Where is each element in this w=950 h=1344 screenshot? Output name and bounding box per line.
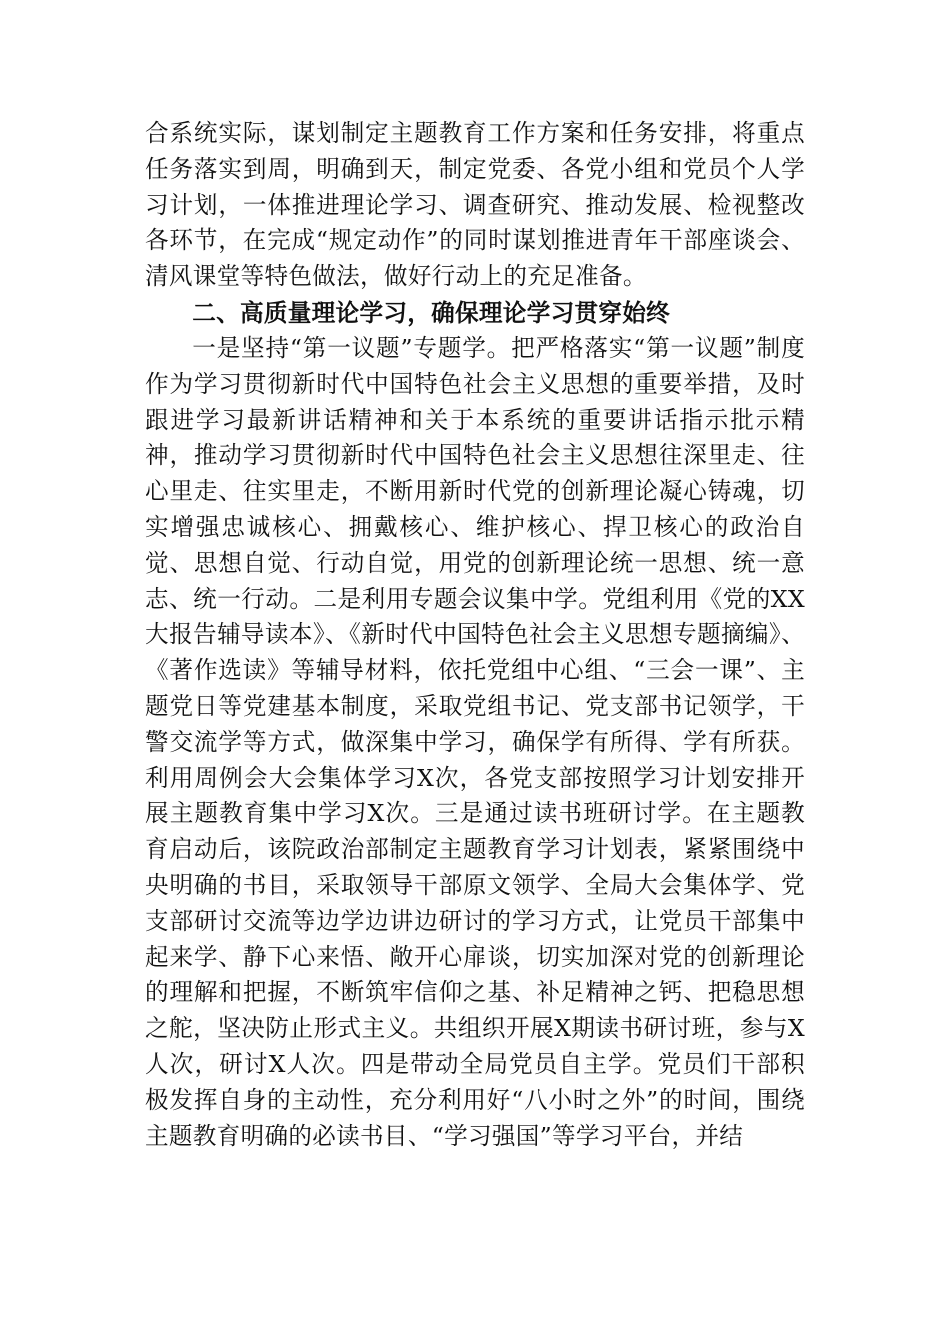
section-heading: 二、高质量理论学习，确保理论学习贯穿始终 — [192, 298, 671, 327]
body-paragraph: 一是坚持“第一议题”专题学。把严格落实“第一议题”制度作为学习贯彻新时代中国特色社会主义思想的重要举措，及时跟进学习最新讲话精神和关于本系统的重要讲话指示批示精神，推动学习贯彻新时代中国特色社会主义思想往深里走、往心里走、往实里走，不断用新时代党的创新理论凝心铸魂，切实增强忠诚核心、拥戴核心、维护核心、捍卫核心的政治自觉、思想自觉、行动自觉，用党的创新理论统一思想、统一意志、统一行动。二是利用专题会议集中学。党组利用《党的XX大报告辅导读本》、《新时代中国特色社会主义思想专题摘编》、《著作选读》等辅导材料，依托党组中心组、“三会一课”、主题党日等党建基本制度，采取党组书记、党支部书记领学，干警交流学等方式，做深集中学习，确保学有所得、学有所获。利用周例会大会集体学习X次，各党支部按照学习计划安排开展主题教育集中学习X次。三是通过读书班研讨学。在主题教育启动后，该院政治部制定主题教育学习计划表，紧紧围绕中央明确的书目，采取领导干部原文领学、全局大会集体学、党支部研讨交流等边学边讲边研讨的学习方式，让党员干部集中起来学、静下心来悟、敞开心扉谈，切实加深对党的创新理论的理解和把握，不断筑牢信仰之基、补足精神之钙、把稳思想之舵，坚决防止形式主义。共组织开展X期读书研讨班，参与X人次，研讨X人次。四是带动全局党员自主学。党员们干部积极发挥自身的主动性，充分利用好“八小时之外”的时间，围绕主题教育明确的必读书目、“学习强国”等学习平台，并结 — [145, 333, 805, 1150]
document-page — [145, 116, 805, 1154]
continued-paragraph: 合系统实际，谋划制定主题教育工作方案和任务安排，将重点任务落实到周，明确到天，制定党委、各党小组和党员个人学习计划，一体推进理论学习、调查研究、推动发展、检视整改各环节，在完成“规定动作”的同时谋划推进青年干部座谈会、清风课堂等特色做法，做好行动上的充足准备。 — [145, 119, 805, 291]
